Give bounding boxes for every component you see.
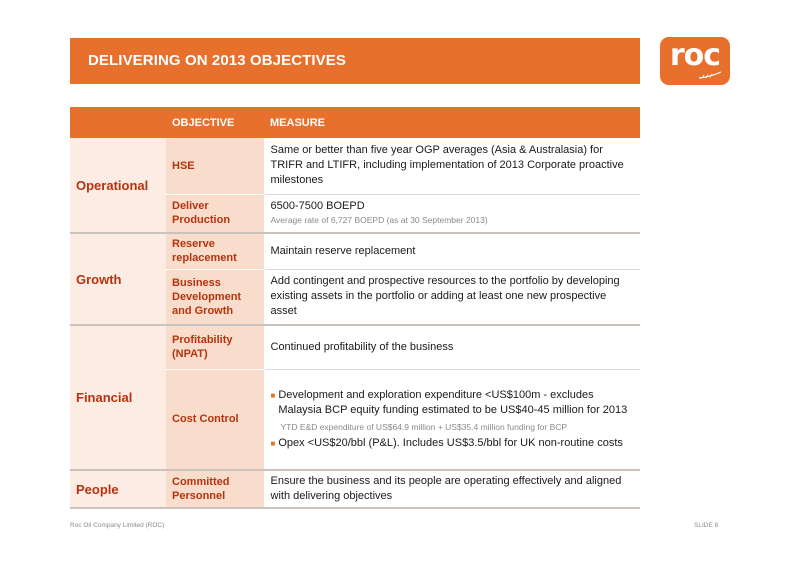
logo-swoosh-icon bbox=[698, 71, 722, 79]
measure-cell: Same or better than five year OGP averages (Asia & Australasia) for TRIFR and LTIFR, including implementation of 2013 Corporate proactive milestones bbox=[264, 138, 640, 194]
table-row bbox=[70, 470, 640, 508]
table-row bbox=[70, 138, 640, 194]
footer-company: Roc Oil Company Limited (ROC) bbox=[70, 522, 165, 529]
measure-note: YTD E&D expenditure of US$64.9 million + US$35.4 million funding for BCP bbox=[280, 421, 568, 432]
square-bullet-icon: ■ bbox=[270, 438, 276, 448]
table-row bbox=[70, 325, 640, 369]
category-people: People bbox=[70, 470, 166, 508]
logo-text: roc bbox=[669, 38, 721, 73]
objective-cell: Deliver Production bbox=[166, 194, 264, 233]
slide-title: DELIVERING ON 2013 OBJECTIVES bbox=[70, 38, 640, 84]
objective-cell: HSE bbox=[166, 138, 264, 194]
bullet-text: Opex <US$20/bbl (P&L). Includes US$3.5/bbl for UK non-routine costs bbox=[278, 436, 623, 449]
objective-cell: Committed Personnel bbox=[166, 470, 264, 508]
category-growth: Growth bbox=[70, 233, 166, 325]
measure-cell: Add contingent and prospective resources to the portfolio by developing existing assets in the portfolio or adding at least one new prospective asset bbox=[264, 269, 640, 325]
table-header-row bbox=[70, 107, 640, 138]
table-row bbox=[70, 233, 640, 269]
measure-bullet bbox=[271, 388, 633, 418]
category-operational: Operational bbox=[70, 138, 166, 233]
square-bullet-icon: ■ bbox=[270, 390, 276, 400]
category-financial: Financial bbox=[70, 325, 166, 470]
roc-logo bbox=[660, 37, 730, 85]
measure-text: 6500-7500 BOEPD bbox=[270, 200, 365, 213]
bullet-text: Development and exploration expenditure <US$100m - excludes Malaysia BCP equity funding estimated to be US$40-45 million for 2013 bbox=[278, 388, 628, 416]
measure-note: Average rate of 6,727 BOEPD (as at 30 September 2013) bbox=[270, 215, 488, 226]
measure-cell: Continued profitability of the business bbox=[264, 325, 640, 369]
objective-cell: Business Development and Growth bbox=[166, 269, 264, 325]
footer-slide-number: SLIDE 8 bbox=[694, 522, 719, 529]
measure-cell: Maintain reserve replacement bbox=[264, 233, 640, 269]
objective-cell: Cost Control bbox=[166, 369, 264, 470]
measure-cell: Ensure the business and its people are operating effectively and aligned with delivering objectives bbox=[264, 470, 640, 508]
header-objective: OBJECTIVE bbox=[166, 107, 264, 138]
header-measure: MEASURE bbox=[264, 107, 640, 138]
objectives-table bbox=[70, 107, 640, 509]
measure-bullet bbox=[271, 436, 633, 451]
header-category bbox=[70, 107, 166, 138]
measure-cell bbox=[264, 194, 640, 233]
measure-cell bbox=[264, 369, 640, 470]
objective-cell: Profitability (NPAT) bbox=[166, 325, 264, 369]
objective-cell: Reserve replacement bbox=[166, 233, 264, 269]
